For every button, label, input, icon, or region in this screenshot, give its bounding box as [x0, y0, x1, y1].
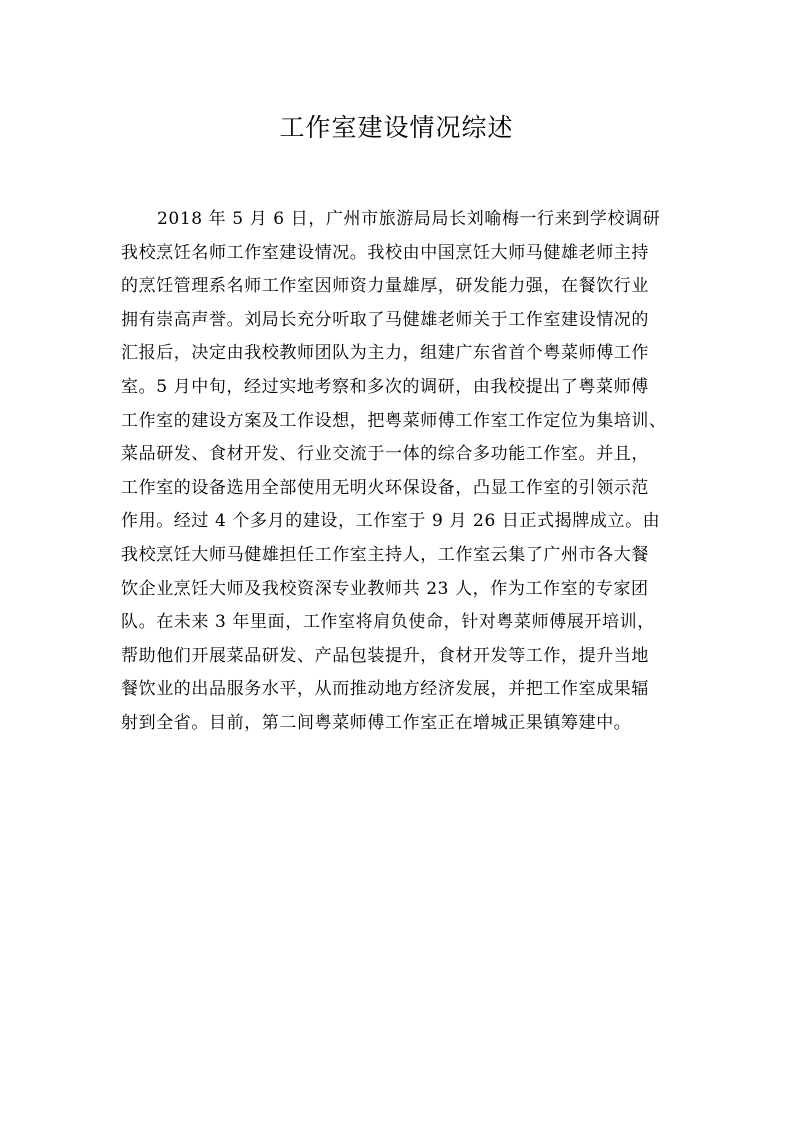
body-line: 我校烹饪名师工作室建设情况。我校由中国烹饪大师马健雄老师主持 [121, 242, 649, 263]
body-line: 工作室的建设方案及工作设想，把粤菜师傅工作室工作定位为集培训、 [121, 410, 667, 431]
body-line: 作用。经过 4 个多月的建设，工作室于 9 月 26 日正式揭牌成立。由 [121, 511, 661, 532]
body-line: 室。5 月中旬，经过实地考察和多次的调研，由我校提出了粤菜师傅 [121, 376, 649, 397]
body-line: 我校烹饪大师马健雄担任工作室主持人，工作室云集了广州市各大餐 [121, 544, 649, 565]
body-line: 拥有崇高声誉。刘局长充分听取了马健雄老师关于工作室建设情况的 [121, 309, 649, 330]
body-line: 的烹饪管理系名师工作室因师资力量雄厚，研发能力强，在餐饮行业 [121, 276, 649, 297]
document-title: 工作室建设情况综述 [279, 113, 514, 142]
body-line: 菜品研发、食材开发、行业交流于一体的综合多功能工作室。并且， [121, 444, 649, 465]
body-line: 帮助他们开展菜品研发、产品包装提升，食材开发等工作，提升当地 [121, 645, 649, 666]
body-line: 餐饮业的出品服务水平，从而推动地方经济发展，并把工作室成果辐 [121, 679, 649, 700]
body-line: 射到全省。目前，第二间粤菜师傅工作室正在增城正果镇筹建中。 [121, 712, 632, 733]
body-line: 队。在未来 3 年里面，工作室将肩负使命，针对粤菜师傅展开培训， [121, 612, 655, 633]
body-line: 饮企业烹饪大师及我校资深专业教师共 23 人，作为工作室的专家团 [121, 578, 649, 599]
body-line: 汇报后，决定由我校教师团队为主力，组建广东省首个粤菜师傅工作 [121, 343, 649, 364]
document-body [121, 203, 681, 741]
body-line: 工作室的设备选用全部使用无明火环保设备，凸显工作室的引领示范 [121, 477, 649, 498]
body-line: 2018 年 5 月 6 日，广州市旅游局局长刘喻梅一行来到学校调研 [157, 209, 661, 229]
